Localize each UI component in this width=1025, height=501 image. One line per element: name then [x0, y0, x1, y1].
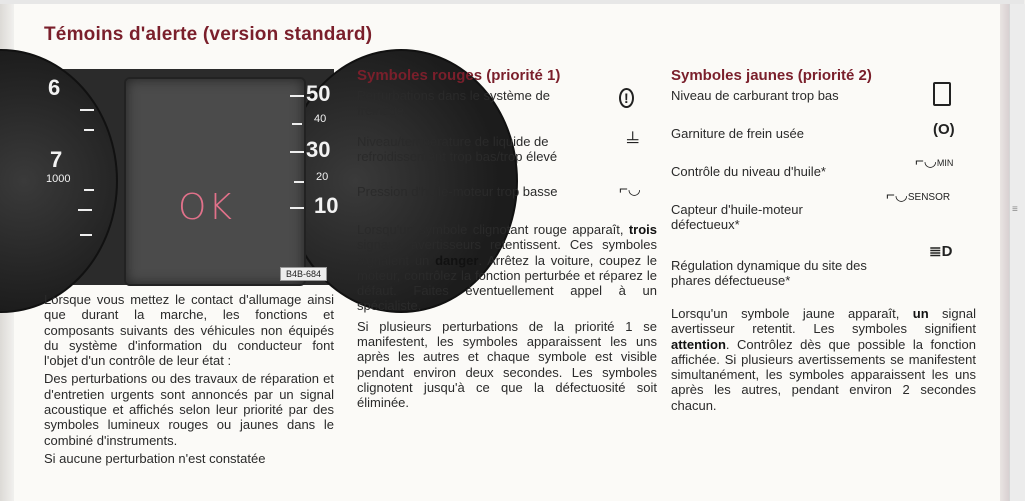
red-symbol-row	[357, 181, 657, 222]
gauge-number: 1000	[46, 173, 71, 185]
symbol-description: Régulation dynamique du site des phares défectueuse*	[671, 258, 867, 289]
gauge-number: 50	[306, 81, 331, 106]
intro-paragraph: Des perturbations ou des travaux de réparation et d'entretien urgents sont annoncés par un signal acoustique et affichés selon leur priorité par des symboles lumineux rouges ou jaunes dans le combiné d'instruments.	[44, 371, 334, 448]
oil-min-label: MIN	[936, 158, 954, 168]
symbol-description: Contrôle du niveau d'huile*	[671, 164, 826, 179]
intro-paragraph: Si aucune perturbation n'est constatée	[44, 450, 266, 466]
brake-warning-icon: !	[619, 88, 634, 108]
gauge-number: 10	[314, 193, 339, 218]
yellow-symbols-column	[671, 67, 976, 418]
red-symbol-row	[357, 134, 657, 184]
bold-text: un	[912, 306, 929, 321]
yellow-symbol-row	[671, 243, 976, 306]
gauge-number: 40	[314, 113, 327, 125]
red-warning-paragraph	[357, 222, 657, 314]
instrument-cluster-figure	[44, 69, 339, 285]
red-multiple-paragraph: Si plusieurs perturbations de la priorité 1 se manifestent, les symboles apparaissent les uns après les autres et chaque symbole est visible pendant environ deux secondes. Les symboles clignotent jusqu'à ce que la défectuosité soit éliminée.	[357, 318, 657, 411]
symbol-description: Pression d'huile-moteur trop basse	[357, 184, 558, 199]
intro-paragraph: Lorsque vous mettez le contact d'allumage ainsi que durant la marche, les fonctions et composants suivants des véhicules non équipés du système d'information du conducteur font l'objet d'un contrôle de leur état :	[44, 292, 334, 369]
bold-text: danger	[435, 252, 479, 268]
figure-code: B4B-684	[280, 267, 327, 281]
oil-can-icon: ⌐◡	[619, 181, 641, 198]
text-run: signal avertisseur retentit. Les symboles signifient	[671, 306, 977, 337]
yellow-symbol-row	[671, 88, 976, 126]
oil-sensor-label: SENSOR	[907, 192, 951, 203]
gauge-tick	[84, 189, 94, 191]
brake-pad-icon: (O)	[933, 121, 955, 138]
intro-column	[44, 292, 334, 469]
yellow-warning-paragraph	[671, 306, 976, 413]
symbol-description: Perturbations dans le système de freinage	[357, 88, 550, 119]
gauge-tick	[78, 209, 92, 211]
symbol-description: Niveau de carburant trop bas	[671, 88, 839, 103]
headlight-range-icon: ≣D	[929, 243, 953, 260]
text-run: . Contrôlez dès que possible la fonction affichée. Si plusieurs avertissements se manifestent simultanément, les symboles apparaissent les uns après les autres, pendant environ 2 secondes chacun.	[671, 336, 976, 413]
red-symbols-heading: Symboles rouges (priorité 1)	[357, 67, 561, 84]
bold-text: attention	[671, 336, 726, 352]
gauge-tick	[290, 207, 304, 209]
text-run: Lorsqu'un symbole jaune apparaît,	[671, 306, 913, 321]
vertical-scrollbar[interactable]	[1009, 4, 1025, 501]
gauge-tick	[80, 109, 94, 111]
text-run: signaux avertisseurs retentissent. Ces symboles signalent un	[357, 237, 657, 268]
yellow-symbols-heading: Symboles jaunes (priorité 2)	[671, 67, 872, 84]
symbol-description: Capteur d'huile-moteur défectueux*	[671, 202, 803, 233]
symbol-description: Garniture de frein usée	[671, 126, 804, 141]
gauge-tick	[292, 123, 302, 125]
red-symbols-column	[357, 67, 657, 416]
text-run: Lorsqu'un symbole clignotant rouge apparaît,	[357, 222, 629, 237]
text-run: . Arrêtez la voiture, coupez le moteur, contrôlez la fonction perturbée et réparez le défaut. Faites éventuellement appel à un spécialiste.	[357, 252, 657, 314]
gauge-tick	[80, 234, 92, 236]
gauge-tick	[290, 151, 304, 153]
red-symbol-row	[357, 88, 657, 134]
driver-display	[124, 77, 306, 286]
scrollbar-grip-icon[interactable]: ≡	[1012, 204, 1018, 215]
gauge-number: 30	[306, 137, 331, 162]
oil-level-min-icon: ⌐◡MIN	[915, 153, 954, 170]
coolant-icon: ╧	[627, 133, 639, 150]
gauge-tick	[84, 129, 94, 131]
symbol-description: Niveau/température de liquide de refroidissement trop bas/trop élevé	[357, 134, 558, 165]
document-page	[14, 4, 1000, 501]
gauge-number: 6	[48, 75, 61, 100]
gauge-number: 7	[50, 147, 63, 172]
display-ok-text: OK	[178, 187, 234, 228]
bold-text: trois	[628, 222, 657, 237]
fuel-pump-icon	[933, 82, 951, 106]
gauge-tick	[290, 95, 304, 97]
page-edge	[1000, 4, 1009, 501]
gauge-number: 20	[316, 171, 329, 183]
oil-sensor-icon: ⌐◡SENSOR	[886, 187, 951, 204]
gauge-tick	[294, 181, 304, 183]
page-title: Témoins d'alerte (version standard)	[44, 24, 373, 45]
